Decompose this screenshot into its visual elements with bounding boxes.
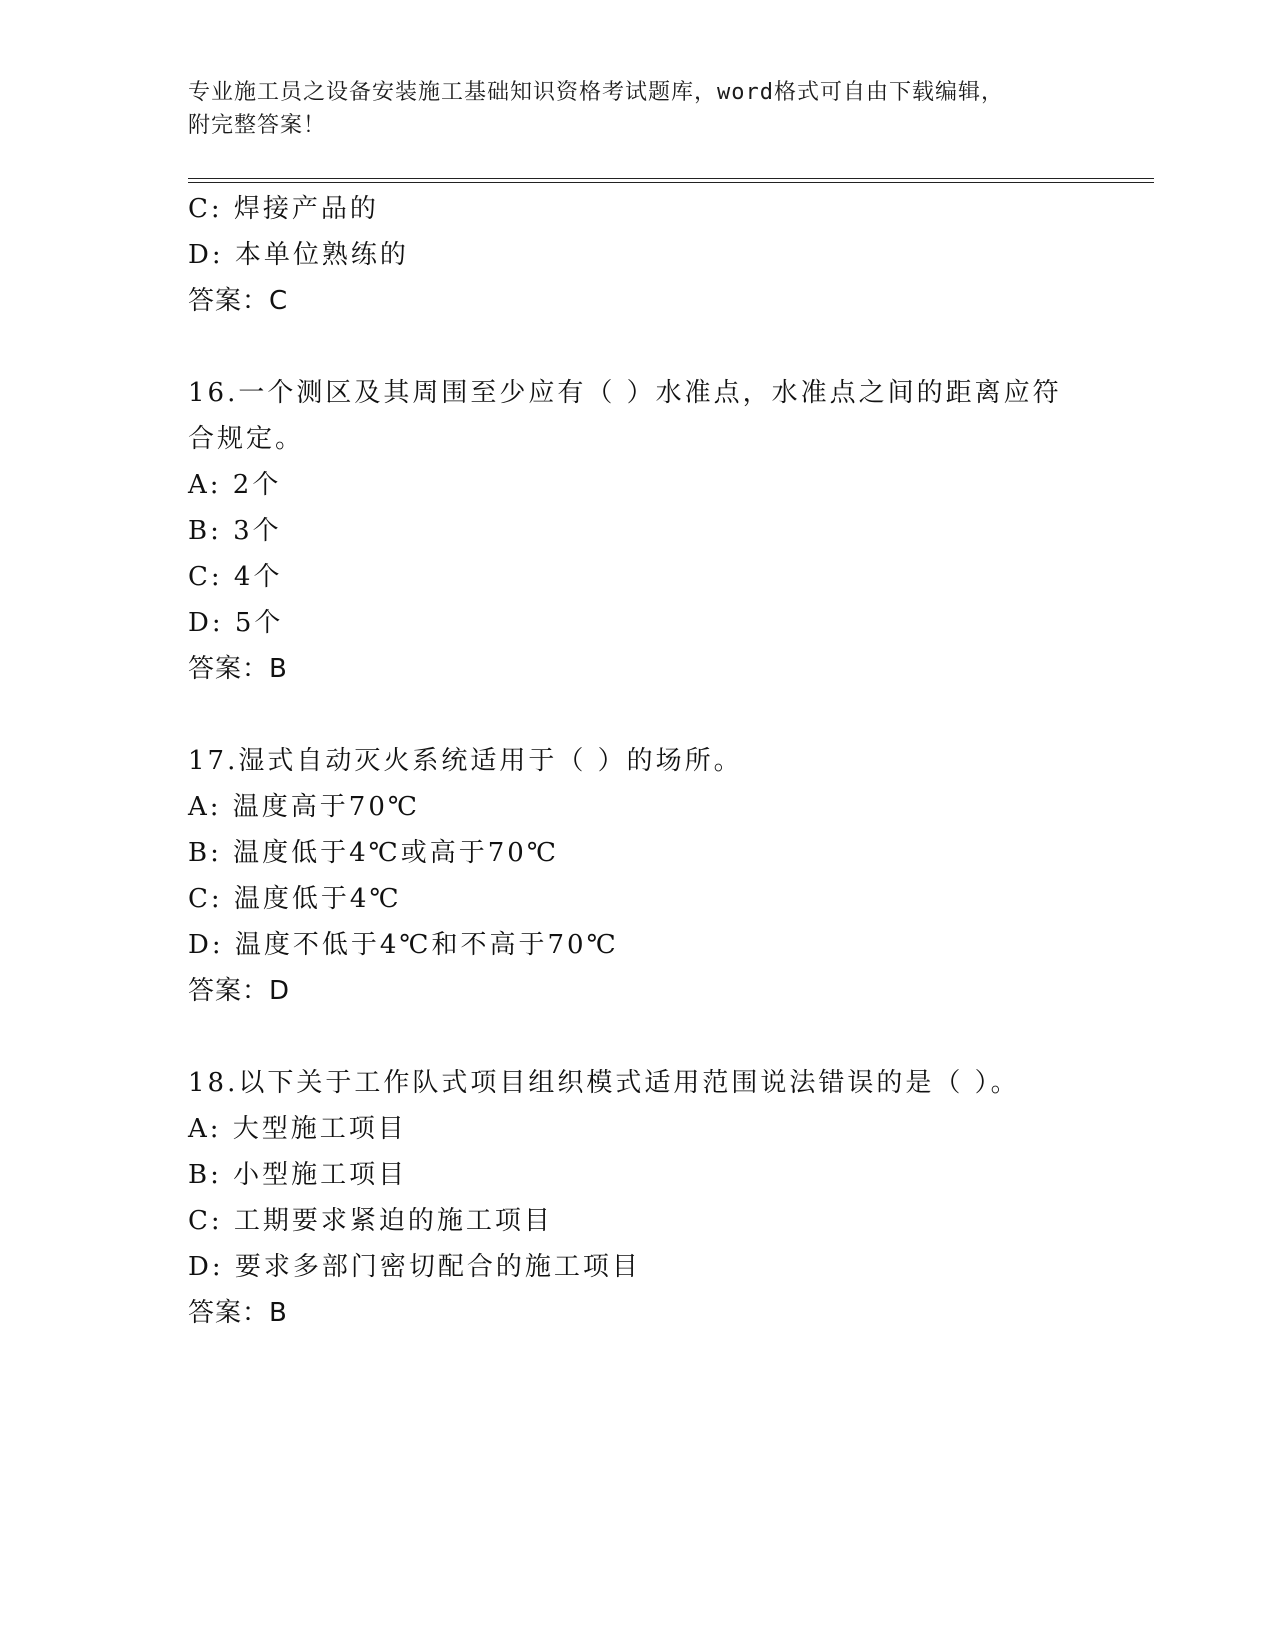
header-line-2: 附完整答案！ [188, 113, 327, 138]
question-spacer [188, 692, 1088, 738]
question-spacer [188, 324, 1088, 370]
answer-line: 答案：B [188, 654, 288, 684]
question-stem: 18.以下关于工作队式项目组织模式适用范围说法错误的是（ ）。 [188, 1068, 1020, 1098]
page-header [188, 76, 1068, 142]
answer-line: 答案：C [188, 286, 289, 316]
option-d: D: 温度不低于4℃和不高于70℃ [188, 930, 619, 960]
option-b: B: 温度低于4℃或高于70℃ [188, 838, 559, 868]
option-c: C: 工期要求紧迫的施工项目 [188, 1206, 553, 1236]
header-divider [188, 178, 1154, 183]
option-a: A: 大型施工项目 [188, 1114, 407, 1144]
option-c: C: 焊接产品的 [188, 194, 379, 224]
question-stem: 17.湿式自动灭火系统适用于（ ）的场所。 [188, 746, 743, 776]
option-d: D: 本单位熟练的 [188, 240, 409, 270]
option-d: D: 5个 [188, 608, 284, 638]
answer-line: 答案：B [188, 1298, 288, 1328]
question-block-16 [188, 370, 1088, 692]
option-c: C: 温度低于4℃ [188, 884, 402, 914]
question-block-18 [188, 1060, 1088, 1336]
option-d: D: 要求多部门密切配合的施工项目 [188, 1252, 641, 1282]
header-line-1: 专业施工员之设备安装施工基础知识资格考试题库，word格式可自由下载编辑， [188, 80, 1004, 105]
question-stem-continued: 合规定。 [188, 424, 305, 454]
question-spacer [188, 1014, 1088, 1060]
option-b: B: 小型施工项目 [188, 1160, 408, 1190]
question-stem: 16.一个测区及其周围至少应有（ ）水准点，水准点之间的距离应符 [188, 378, 1062, 408]
question-list [188, 186, 1088, 1336]
option-c: C: 4个 [188, 562, 283, 592]
option-a: A: 2个 [188, 470, 282, 500]
question-block-17 [188, 738, 1088, 1014]
question-block-15 [188, 186, 1088, 324]
option-b: B: 3个 [188, 516, 282, 546]
answer-line: 答案：D [188, 976, 291, 1006]
option-a: A: 温度高于70℃ [188, 792, 420, 822]
